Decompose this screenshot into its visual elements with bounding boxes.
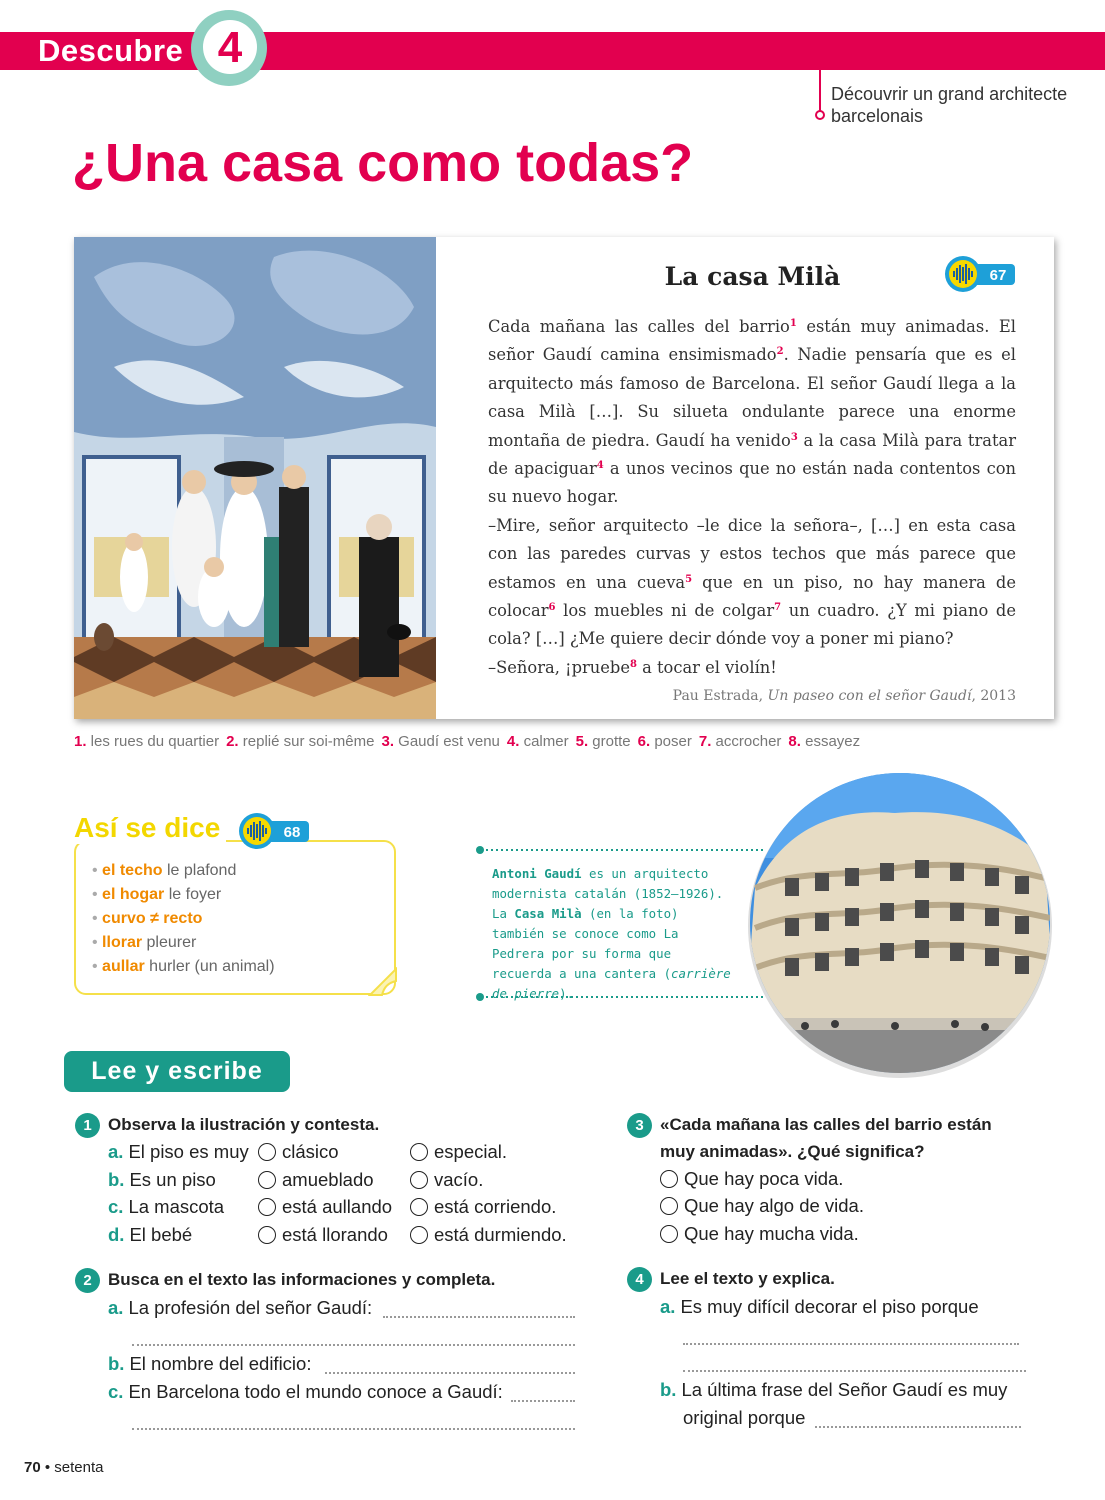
exercise-1-stem <box>108 1141 249 1162</box>
glossary-item <box>507 733 569 750</box>
exercise-2b <box>108 1353 311 1375</box>
glossary-number: 7. <box>698 733 712 750</box>
glossary-item <box>699 733 782 750</box>
exercise-1-option-label: amueblado <box>282 1169 374 1190</box>
exercise-1-title: Observa la ilustración y contesta. <box>108 1115 380 1134</box>
exercise-1-row <box>108 1196 588 1224</box>
exercise-1-option[interactable] <box>258 1196 392 1218</box>
exercise-1-letter: b. <box>108 1169 125 1190</box>
radio-circle-icon[interactable] <box>258 1171 276 1189</box>
glossary-text: calmer <box>519 733 569 750</box>
reading-segment: –Señora, ¡pruebe <box>488 657 630 677</box>
exercise-1-option[interactable] <box>410 1141 507 1163</box>
exercise-2b-letter: b. <box>108 1353 125 1374</box>
exercise-1-option[interactable] <box>410 1224 567 1246</box>
exercise-1-option[interactable] <box>258 1141 339 1163</box>
glossary-item <box>226 733 374 750</box>
reading-segment: a tocar el violín! <box>636 657 777 677</box>
glossary-text: accrocher <box>711 733 782 750</box>
page-footer <box>24 1459 104 1476</box>
exercise-1-option-label: está aullando <box>282 1196 393 1217</box>
reading-segment: están muy animadas. El señor Gaudí camina ensimismado <box>488 317 1016 365</box>
bullet-icon: • <box>92 958 103 975</box>
exercise-2b-text: El nombre del edificio: <box>129 1353 312 1374</box>
reading-paragraph-3 <box>488 654 1016 682</box>
exercise-1-stem-text: El bebé <box>129 1224 193 1245</box>
glossary-item <box>638 733 692 750</box>
vocabulary-term: el hogar <box>102 886 165 903</box>
vocabulary-item <box>92 859 392 883</box>
answer-line-2a-2[interactable] <box>132 1344 575 1346</box>
exercise-2a <box>108 1297 372 1319</box>
glossary-number: 8. <box>788 733 801 750</box>
glossary-text: replié sur soi-même <box>238 733 375 750</box>
exercise-1-option-label: especial. <box>434 1141 508 1162</box>
radio-circle-icon[interactable] <box>410 1143 428 1161</box>
vocabulary-title: Así se dice <box>74 812 226 844</box>
vocabulary-term: llorar <box>102 934 143 951</box>
footnote-marker: 6 <box>548 602 556 614</box>
section-label: Descubre <box>38 33 184 68</box>
vocabulary-translation: pleurer <box>142 934 197 951</box>
answer-line-4a-1[interactable] <box>683 1343 1019 1345</box>
exercise-4b-text-1: La última frase del Señor Gaudí es muy <box>681 1379 1008 1400</box>
glossary-text: Gaudí est venu <box>394 733 500 750</box>
note-line2b: (en la foto) también se conoce como La Pedrera por su forma que recuerda a una cantera ( <box>492 906 679 981</box>
note-french: carrière de pierre <box>492 966 731 1001</box>
glossary-item <box>788 733 860 750</box>
glossary-number: 5. <box>575 733 589 750</box>
note-building: Casa Milà <box>514 906 582 921</box>
exercise-3-option[interactable] <box>660 1168 843 1190</box>
exercise-4a-letter: a. <box>660 1296 676 1317</box>
exercise-1-stem-text: El piso es muy <box>128 1141 249 1162</box>
glossary-text: essayez <box>800 733 861 750</box>
glossary-text: poser <box>650 733 692 750</box>
reading-segment: que en un piso, no hay manera de colocar <box>488 572 1016 621</box>
vocabulary-translation: le plafond <box>162 862 237 879</box>
audio-track-68-icon[interactable] <box>235 812 311 850</box>
exercise-3-option[interactable] <box>660 1195 864 1217</box>
radio-circle-icon[interactable] <box>258 1143 276 1161</box>
exercise-1-row <box>108 1141 588 1169</box>
exercise-1-stem <box>108 1196 224 1217</box>
unit-number: 4 <box>217 23 243 72</box>
exercise-3-option-label: Que hay poca vida. <box>684 1168 844 1189</box>
footnote-marker: 1 <box>789 318 797 329</box>
exercise-4b-line2: original porque <box>683 1407 806 1428</box>
reading-segment: a unos vecinos que no están nada contentos con su nuevo hogar. <box>488 459 1016 507</box>
exercise-1-row <box>108 1169 588 1197</box>
reading-segment: –Mire, señor arquitecto –le dice la señora–, […] en esta casa con las paredes curvas y estos techos que más parece que estamos en una cueva <box>488 515 1016 592</box>
answer-line-4b[interactable] <box>815 1426 1021 1428</box>
goal-dot <box>815 110 825 120</box>
exercise-1-letter: d. <box>108 1224 125 1245</box>
reading-segment: los muebles ni de colgar <box>555 601 775 621</box>
exercise-1-option[interactable] <box>410 1169 483 1191</box>
reading-title: La casa Milà <box>664 262 841 291</box>
glossary-item <box>381 733 499 750</box>
exercise-4b <box>660 1379 1007 1401</box>
radio-circle-icon[interactable] <box>258 1226 276 1244</box>
footnote-marker: 5 <box>685 573 693 585</box>
radio-circle-icon[interactable] <box>660 1170 678 1188</box>
glossary-text: grotte <box>588 733 631 750</box>
source-year: , 2013 <box>971 688 1016 704</box>
exercise-2-title: Busca en el texto las informaciones y completa. <box>108 1270 496 1289</box>
radio-circle-icon[interactable] <box>410 1198 428 1216</box>
exercise-2-number: 2 <box>75 1268 100 1293</box>
radio-circle-icon[interactable] <box>410 1226 428 1244</box>
gaudi-apartment-illustration <box>74 237 436 719</box>
answer-line-2a-1[interactable] <box>383 1316 575 1318</box>
note-name: Antoni Gaudí <box>492 866 582 881</box>
exercise-3-title-line1: «Cada mañana las calles del barrio están <box>660 1115 992 1134</box>
exercise-1-option-label: está llorando <box>282 1224 388 1245</box>
bullet-icon: • <box>92 886 103 903</box>
radio-circle-icon[interactable] <box>660 1197 678 1215</box>
exercise-1-option-label: está durmiendo. <box>434 1224 567 1245</box>
vocabulary-item <box>92 883 392 907</box>
bullet-icon: • <box>92 910 103 927</box>
source-book: Un paseo con el señor Gaudí <box>767 688 972 704</box>
exercise-1-row <box>108 1224 588 1252</box>
exercise-3-number: 3 <box>627 1113 652 1138</box>
reading-paragraph-2 <box>488 512 1016 654</box>
exercise-3-option-label: Que hay algo de vida. <box>684 1195 864 1216</box>
footnote-marker: 4 <box>596 460 604 472</box>
bullet-icon: • <box>92 934 103 951</box>
footnote-marker: 7 <box>774 602 782 614</box>
gaudi-note <box>492 864 737 1004</box>
vocabulary-item <box>92 955 392 979</box>
vocabulary-term: el techo <box>102 862 163 879</box>
exercise-4a-text: Es muy difícil decorar el piso porque <box>680 1296 979 1317</box>
glossary-number: 2. <box>226 733 239 750</box>
glossary-text: les rues du quartier <box>86 733 220 750</box>
glossary-item <box>576 733 631 750</box>
exercise-1-option-label: está corriendo. <box>434 1196 557 1217</box>
glossary-number: 3. <box>381 733 394 750</box>
exercise-1-letter: a. <box>108 1141 124 1162</box>
exercise-3-title-line2: muy animadas». ¿Qué significa? <box>660 1142 925 1161</box>
glossary-number: 6. <box>637 733 651 750</box>
answer-line-4a-2[interactable] <box>683 1370 1026 1372</box>
vocabulary-term: curvo ≠ recto <box>102 910 203 927</box>
vocabulary-translation: hurler (un animal) <box>144 958 275 975</box>
exercise-4-number: 4 <box>627 1267 652 1292</box>
audio-track-67-icon[interactable] <box>941 255 1017 293</box>
reading-segment: . Nadie pensaría que es el arquitecto más famoso de Barcelona. El señor Gaudí llega a la casa Milà […]. Su silueta ondulante parece una enorme montaña de piedra. Gaudí ha venido <box>488 345 1016 450</box>
exercise-1-stem <box>108 1169 216 1190</box>
source-author: Pau Estrada, <box>672 688 768 704</box>
audio-track-67-number: 67 <box>989 267 1007 284</box>
radio-circle-icon[interactable] <box>258 1198 276 1216</box>
page-number: 70 <box>24 1459 41 1476</box>
exercise-1-stem-text: Es un piso <box>129 1169 216 1190</box>
page-separator: • <box>40 1459 55 1476</box>
glossary-number: 1. <box>74 733 87 750</box>
note-line1: es un arquitecto modernista catalán (1852–1926). <box>492 866 724 901</box>
vocabulary-item <box>92 931 392 955</box>
note-line2c: ). <box>559 986 575 1001</box>
exercise-1-number: 1 <box>75 1113 100 1138</box>
vocabulary-list <box>92 859 392 979</box>
footnote-marker: 3 <box>790 431 798 443</box>
footnote-marker: 8 <box>629 658 637 670</box>
bullet-icon: • <box>92 862 103 879</box>
exercise-2a-text: La profesión del señor Gaudí: <box>128 1297 373 1318</box>
lesson-goal: Découvrir un grand architecte barcelonais <box>831 84 1068 126</box>
exercise-1-letter: c. <box>108 1196 124 1217</box>
glossary-number: 4. <box>506 733 520 750</box>
exercise-4b-letter: b. <box>660 1379 677 1400</box>
exercise-1-option-label: clásico <box>282 1141 339 1162</box>
exercise-1-stem-text: La mascota <box>128 1196 225 1217</box>
exercise-2c-text: En Barcelona todo el mundo conoce a Gaudí: <box>128 1381 503 1402</box>
exercise-4-title: Lee el texto y explica. <box>660 1269 835 1288</box>
audio-track-68-number: 68 <box>283 824 301 841</box>
glossary-item <box>74 733 219 750</box>
exercise-1-option[interactable] <box>410 1196 556 1218</box>
reading-paragraph-1 <box>488 313 1016 512</box>
radio-circle-icon[interactable] <box>410 1171 428 1189</box>
section-lee-y-escribe: Lee y escribe <box>64 1051 290 1092</box>
exercise-3-option[interactable] <box>660 1223 859 1245</box>
casa-mila-photo <box>745 768 1055 1078</box>
reading-source <box>488 688 1016 704</box>
reading-segment: a la casa Milà para tratar de apaciguar <box>488 430 1016 479</box>
answer-line-2b[interactable] <box>325 1372 575 1374</box>
vocabulary-translation: le foyer <box>164 886 222 903</box>
page-title: ¿Una casa como todas? <box>72 133 694 193</box>
reading-segment: Cada mañana las calles del barrio <box>488 317 790 336</box>
exercise-1-option[interactable] <box>258 1224 388 1246</box>
exercise-1-option-label: vacío. <box>434 1169 484 1190</box>
reading-text <box>488 313 1016 682</box>
exercise-1-stem <box>108 1224 192 1245</box>
exercise-2c <box>108 1381 503 1403</box>
exercise-4a <box>660 1296 979 1318</box>
vocabulary-term: aullar <box>102 958 145 975</box>
footnote-marker: 2 <box>776 346 784 358</box>
exercise-3-option-label: Que hay mucha vida. <box>684 1223 859 1244</box>
exercise-2a-letter: a. <box>108 1297 124 1318</box>
exercise-1-option[interactable] <box>258 1169 374 1191</box>
reading-segment: un cuadro. ¿Y mi piano de cola? […] ¿Me quiere decir dónde voy a poner mi piano? <box>488 601 1016 649</box>
exercise-2c-letter: c. <box>108 1381 124 1402</box>
glossary <box>74 733 1074 750</box>
note-line2a: La <box>492 906 515 921</box>
radio-circle-icon[interactable] <box>660 1225 678 1243</box>
page-word: setenta <box>54 1459 104 1476</box>
answer-line-2c-2[interactable] <box>132 1428 575 1430</box>
vocabulary-item <box>92 907 392 931</box>
answer-line-2c-1[interactable] <box>511 1400 575 1402</box>
